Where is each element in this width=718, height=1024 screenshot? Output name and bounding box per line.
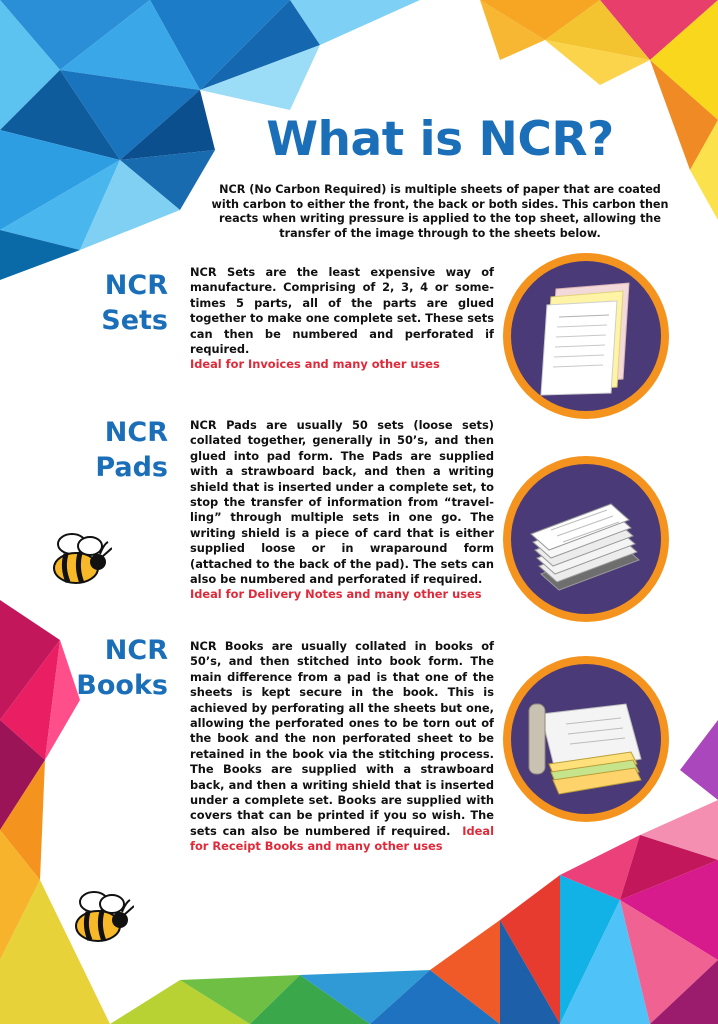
heading-line: NCR bbox=[104, 635, 168, 666]
ideal-for-text: Ideal for Receipt Books and many other uses bbox=[190, 823, 494, 854]
heading-line: Sets bbox=[101, 305, 168, 336]
heading-line: NCR bbox=[104, 417, 168, 448]
section-body-pads bbox=[190, 418, 494, 603]
heading-ncr-books bbox=[76, 633, 168, 703]
intro-paragraph: NCR (No Carbon Required) is multiple sheets of paper that are coated with carbon to either the front, the back or both sides. This carbon then reacts when writing pressure is applied to the top sheet, allowing the transfer of the image through to the sheets below. bbox=[211, 183, 669, 240]
ncr-books-photo bbox=[503, 656, 669, 822]
body-text: NCR Sets are the least expensive way of manufacture. Comprising of 2, 3, 4 or sometimes 5 parts, all of the parts are glued together to make one complete set. These sets can then be numbered and perforated if required. bbox=[190, 265, 494, 357]
section-body-books bbox=[190, 639, 494, 855]
ncr-sets-photo bbox=[503, 253, 669, 419]
ideal-for-text: Ideal for Delivery Notes and many other uses bbox=[190, 587, 482, 602]
ncr-pads-photo bbox=[503, 456, 669, 622]
bee-icon bbox=[64, 888, 134, 948]
heading-ncr-sets bbox=[101, 268, 168, 338]
page-title: What is NCR? bbox=[266, 112, 614, 167]
bee-icon bbox=[42, 530, 112, 590]
heading-line: NCR bbox=[104, 270, 168, 301]
body-text: NCR Pads are usually 50 sets (loose sets) collated together, generally in 50’s, and then glued into pad form. The Pads are supplied with a strawboard back, and then a writing shield that is inserted under a complete set, to stop the transfer of information from “travelling” through multiple sets in one go. The writing shield is a piece of card that is either supplied loose or in wraparound form (attached to the back of the pad). The sets can also be numbered and perforated if required. bbox=[190, 418, 494, 587]
heading-ncr-pads bbox=[95, 415, 168, 485]
heading-line: Books bbox=[76, 670, 168, 701]
body-text: NCR Books are usually collated in books of 50’s, and then stitched into book form. The main difference from a pad is that one of the sheets is kept secure in the book. This is achieved by perforating all the sheets but one, allowing the perforated ones to be torn out of the book and the non perforated sheet to be retained in the book via the stitching process. The Books are supplied with a strawboard back, and then a writing shield that is inserted under a complete set. Books are supplied with covers that can be printed if you so wish. The sets can also be numbered if required. bbox=[190, 639, 494, 838]
section-body-sets bbox=[190, 265, 494, 373]
ideal-for-text: Ideal for Invoices and many other uses bbox=[190, 357, 440, 372]
heading-line: Pads bbox=[95, 452, 168, 483]
